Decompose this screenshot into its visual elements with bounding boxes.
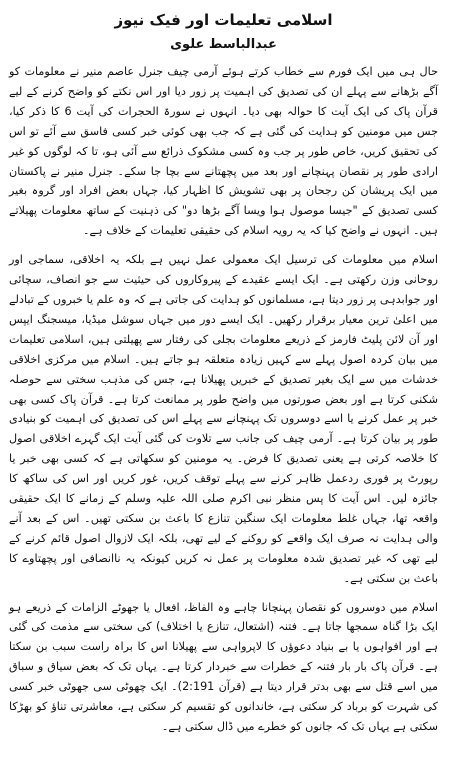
- article-title: اسلامی تعلیمات اور فیک نیوز: [114, 11, 333, 29]
- article-author: عبدالباسط علوی: [170, 37, 277, 52]
- article-paragraph-2: اسلام میں معلومات کی ترسیل ایک معمولی عمل نہیں ہے بلکہ یہ اخلاقی، سماجی اور روحانی وزن رکھتی ہے۔ ایک ایسے عقیدے کے پیروکاروں کی حیثیت سے جو انصاف، سچائی اور جوابدہی پر زور دیتا ہے، مسلمانوں کو ہدایت کی جاتی ہے کہ وہ علم یا خبروں کے تبادلے میں اعلیٰ ترین معیار برقرار رکھیں۔ ایک ایسے دور میں جہاں سوشل میڈیا، میسجنگ ایپس اور آن لائن پلیٹ فارمز کے ذریعے معلومات بجلی کی رفتار سے پھیلتی ہیں، اسلامی تعلیمات میں بیان کردہ اصول پہلے سے کہیں زیادہ متعلقہ ہو جاتے ہیں۔ اسلام میں مرکزی اخلاقی خدشات میں سے ایک بغیر تصدیق کے خبریں پھیلانا ہے، جس کی مذہب سختی سے حوصلہ شکنی کرتا ہے اور بعض صورتوں میں واضح طور پر ممانعت کرتا ہے۔ قرآن پاک کسی بھی خبر پر عمل کرنے یا اسے دوسروں تک پہنچانے سے پہلے اس کی تصدیق کی اہمیت کو بنیادی طور پر بیان کرتا ہے۔ آرمی چیف کی جانب سے تلاوت کی گئی آیت ایک گہرے اخلاقی اصول کا خلاصہ کرتی ہے یعنی تصدیق کا فرض۔ یہ مومنین کو سکھاتی ہے کہ کسی بھی خبر یا رپورٹ پر فوری ردعمل ظاہر کرنے سے پہلے توقف کریں، غور کریں اور اس کی ساکھ کا جائزہ لیں۔ اس آیت کا پس منظر نبی اکرم صلی اللہ علیہ وسلم کے زمانے کا ایک حقیقی واقعہ تھا، جہاں غلط معلومات ایک سنگین تنازع کا باعث بن سکتی تھیں۔ اس کے بعد آنے والی ہدایت نہ صرف ایک واقعے کو روکنے کے لیے تھی، بلکہ ایک لازوال اصول قائم کرنے کے لیے تھی کہ غیر تصدیق شدہ معلومات پر عمل نہ کریں کیونکہ یہ ناانصافی اور پچھتاوے کا باعث بن سکتی ہے۔: [9, 253, 438, 585]
- article-paragraph-3: اسلام میں دوسروں کو نقصان پہنچانا چاہے وہ الفاظ، افعال یا جھوٹے الزامات کے ذریعے ہو ایک بڑا گناہ سمجھا جاتا ہے۔ فتنہ (اشتعال، تنازع یا اختلاف) کی سختی سے مذمت کی گئی ہے اور افواہوں یا بے بنیاد دعوؤں کا لاپرواہی سے پھیلانا اس کا براہ راست سبب بن سکتا ہے۔ قرآن پاک بار بار فتنہ کے خطرات سے خبردار کرتا ہے۔ یہاں تک کہ بعض سیاق و سباق میں اسے قتل سے بھی بدتر قرار دیتا ہے (قرآن 2:191)۔ ایک چھوٹی سی جھوٹی خبر کسی کی شہرت کو برباد کر سکتی ہے، خاندانوں کو تقسیم کر سکتی ہے، معاشرتی تناؤ کو بھڑکا سکتی ہے یہاں تک کہ جانوں کو خطرے میں ڈال سکتی ہے۔: [9, 600, 438, 733]
- article-paragraph-1: حال ہی میں ایک فورم سے خطاب کرتے ہوئے آرمی چیف جنرل عاصم منیر نے معلومات کو آگے بڑھانے سے پہلے ان کی تصدیق کی اہمیت پر زور دیا اور اس نکتے کو واضح کرنے کے لیے قرآن پاک کی ایک آیت کا حوالہ بھی دیا۔ انہوں نے سورۃ الحجرات کی آیت 6 کا ذکر کیا، جس میں مومنین کو ہدایت کی گئی ہے کہ جب بھی کوئی خبر کسی فاسق سے آئے تو اس کی تحقیق کریں، خاص طور پر جب وہ کسی مشکوک ذرائع سے آئی ہو، تا کہ لوگوں کو غیر ارادی طور پر نقصان پہنچانے اور بعد میں پچھتانے سے بچا جا سکے۔ جنرل منیر نے پاکستان میں ایک پریشان کن رجحان پر بھی تشویش کا اظہار کیا، جہاں بعض افراد اور گروہ بغیر کسی تصدیق کے "جیسا موصول ہوا ویسا آگے بڑھا دو" کی ذہنیت کے ساتھ معلومات پھیلاتے ہیں۔ انہوں نے واضح کیا کہ یہ رویہ اسلام کی حقیقی تعلیمات کے خلاف ہے۔: [9, 65, 438, 238]
